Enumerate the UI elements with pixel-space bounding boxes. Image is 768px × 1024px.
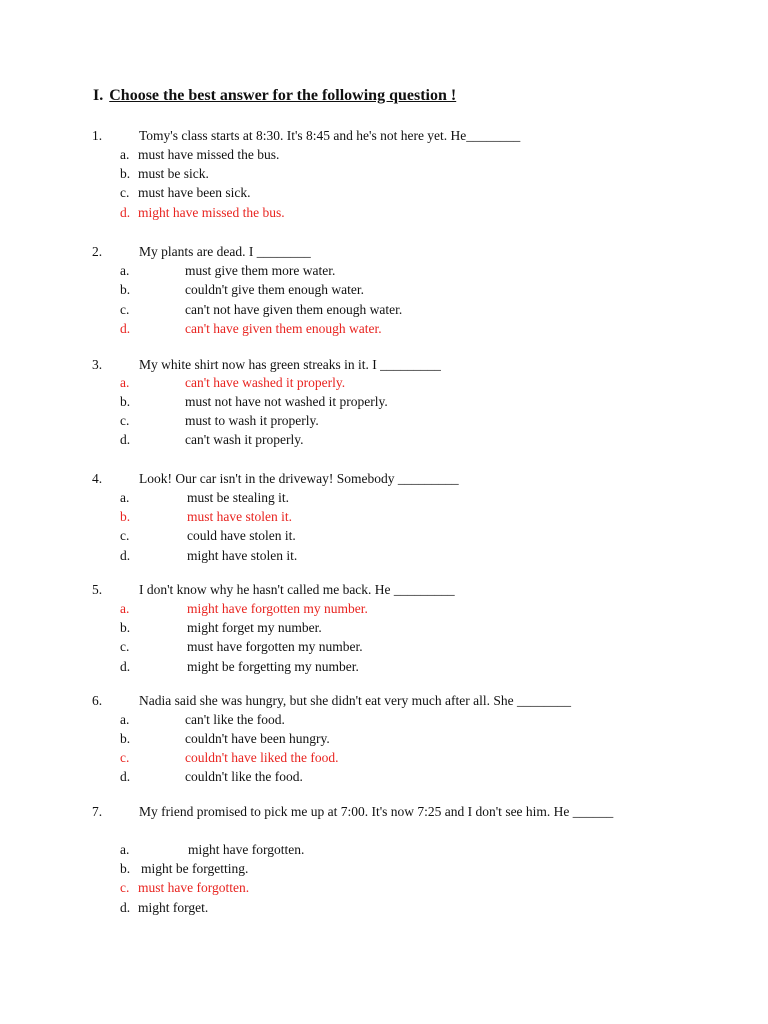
option-text: might be forgetting my number. bbox=[187, 659, 359, 674]
option-letter: d. bbox=[120, 769, 131, 784]
option-text: could have stolen it. bbox=[187, 528, 296, 543]
option-letter: b. bbox=[120, 509, 131, 524]
question-stem: My friend promised to pick me up at 7:00. It's now 7:25 and I don't see him. He ______ bbox=[139, 804, 614, 819]
question-number: 4. bbox=[92, 471, 103, 486]
option-letter: b. bbox=[120, 282, 131, 297]
option-text: couldn't like the food. bbox=[185, 769, 303, 784]
option-text: must have missed the bus. bbox=[138, 147, 280, 162]
option-letter: b. bbox=[120, 166, 131, 181]
option-text: might have stolen it. bbox=[187, 548, 298, 563]
question-stem: Look! Our car isn't in the driveway! Somebody _________ bbox=[139, 471, 459, 486]
option-text: can't have given them enough water. bbox=[185, 321, 382, 336]
option-letter: a. bbox=[120, 712, 130, 727]
question-stem: Nadia said she was hungry, but she didn't eat very much after all. She ________ bbox=[139, 693, 571, 708]
option-text: can't wash it properly. bbox=[185, 432, 304, 447]
option-text: can't like the food. bbox=[185, 712, 285, 727]
option-text: must have been sick. bbox=[138, 185, 251, 200]
option-text: couldn't have been hungry. bbox=[185, 731, 330, 746]
option-letter: c. bbox=[120, 750, 130, 765]
option-letter: c. bbox=[120, 302, 130, 317]
option-letter: d. bbox=[120, 659, 131, 674]
option-letter: a. bbox=[120, 842, 130, 857]
option-letter: c. bbox=[120, 185, 130, 200]
section-title: Choose the best answer for the following question ! bbox=[109, 87, 457, 104]
option-letter: d. bbox=[120, 432, 131, 447]
option-text: might have missed the bus. bbox=[138, 205, 285, 220]
option-letter: d. bbox=[120, 205, 131, 220]
option-letter: d. bbox=[120, 900, 131, 915]
question-number: 6. bbox=[92, 693, 103, 708]
option-letter: c. bbox=[120, 880, 130, 895]
option-letter: a. bbox=[120, 601, 130, 616]
option-letter: a. bbox=[120, 375, 130, 390]
option-text: must not have not washed it properly. bbox=[185, 394, 388, 409]
option-letter: d. bbox=[120, 321, 131, 336]
question-stem: I don't know why he hasn't called me back. He _________ bbox=[139, 582, 455, 597]
option-letter: c. bbox=[120, 413, 130, 428]
option-letter: b. bbox=[120, 861, 131, 876]
option-text: might forget. bbox=[138, 900, 209, 915]
option-letter: b. bbox=[120, 394, 131, 409]
option-text: couldn't have liked the food. bbox=[185, 750, 339, 765]
question-number: 7. bbox=[92, 804, 103, 819]
option-text: must have forgotten my number. bbox=[187, 639, 363, 654]
option-text: might have forgotten my number. bbox=[187, 601, 368, 616]
option-text: must give them more water. bbox=[185, 263, 336, 278]
option-text: can't have washed it properly. bbox=[185, 375, 346, 390]
question-stem: My white shirt now has green streaks in it. I _________ bbox=[139, 357, 441, 372]
option-letter: c. bbox=[120, 528, 130, 543]
question-stem: My plants are dead. I ________ bbox=[139, 244, 311, 259]
section-heading bbox=[93, 87, 456, 105]
option-text: must have stolen it. bbox=[187, 509, 292, 524]
option-letter: a. bbox=[120, 147, 130, 162]
option-text: might forget my number. bbox=[187, 620, 322, 635]
option-text: must to wash it properly. bbox=[185, 413, 319, 428]
question-number: 3. bbox=[92, 357, 103, 372]
question-number: 5. bbox=[92, 582, 103, 597]
section-number: I. bbox=[93, 87, 104, 104]
option-text: can't not have given them enough water. bbox=[185, 302, 403, 317]
option-letter: b. bbox=[120, 731, 131, 746]
question-number: 1. bbox=[92, 128, 103, 143]
option-letter: d. bbox=[120, 548, 131, 563]
option-letter: c. bbox=[120, 639, 130, 654]
option-letter: b. bbox=[120, 620, 131, 635]
option-text: might have forgotten. bbox=[188, 842, 305, 857]
question-stem: Tomy's class starts at 8:30. It's 8:45 and he's not here yet. He________ bbox=[139, 128, 521, 143]
option-letter: a. bbox=[120, 263, 130, 278]
option-letter: a. bbox=[120, 490, 130, 505]
question-number: 2. bbox=[92, 244, 103, 259]
option-text: must be stealing it. bbox=[187, 490, 289, 505]
option-text: must have forgotten. bbox=[138, 880, 250, 895]
option-text: must be sick. bbox=[138, 166, 209, 181]
option-text: might be forgetting. bbox=[141, 861, 249, 876]
option-text: couldn't give them enough water. bbox=[185, 282, 365, 297]
